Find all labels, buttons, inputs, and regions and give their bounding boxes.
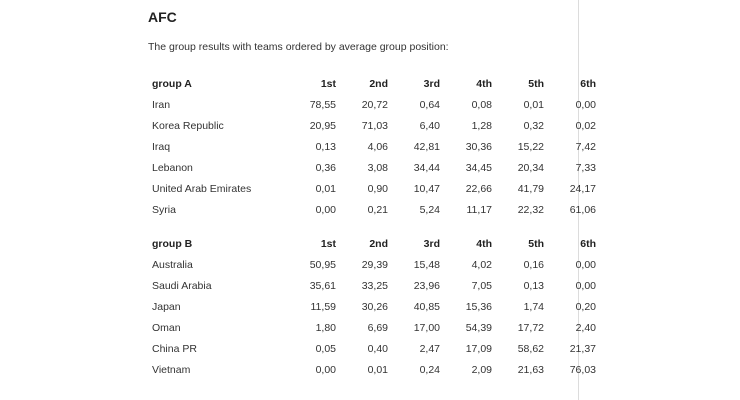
table-row [148,158,596,179]
probability-cell: 50,95 [309,259,336,271]
probability-cell: 15,22 [517,141,544,153]
group-b-header-row [148,234,596,255]
table-row [148,95,596,116]
probability-cell: 78,55 [309,99,336,111]
column-header-3rd: 3rd [423,238,440,250]
group-a-body [148,95,596,221]
probability-cell: 0,01 [315,183,336,195]
probability-cell: 0,02 [575,120,596,132]
probability-cell: 0,13 [523,280,544,292]
probability-cell: 0,00 [315,364,336,376]
probability-cell: 61,06 [569,204,596,216]
group-a-heading: group A [152,78,192,90]
probability-cell: 5,24 [419,204,440,216]
team-name: Japan [152,301,181,313]
probability-cell: 15,48 [413,259,440,271]
group-b-heading: group B [152,238,193,250]
probability-cell: 71,03 [361,120,388,132]
probability-cell: 17,09 [465,343,492,355]
team-name: Australia [152,259,193,271]
probability-cell: 34,45 [465,162,492,174]
probability-cell: 7,42 [575,141,596,153]
table-row [148,137,596,158]
probability-cell: 20,95 [309,120,336,132]
probability-cell: 0,00 [575,99,596,111]
table-row [148,360,596,381]
team-name: China PR [152,343,197,355]
team-name: Saudi Arabia [152,280,212,292]
group-b-table [148,234,596,381]
probability-cell: 7,05 [471,280,492,292]
probability-cell: 11,17 [466,204,492,216]
probability-cell: 17,00 [413,322,440,334]
probability-cell: 21,63 [517,364,544,376]
probability-cell: 42,81 [413,141,440,153]
probability-cell: 0,00 [315,204,336,216]
probability-cell: 0,08 [471,99,492,111]
probability-cell: 30,36 [465,141,492,153]
probability-cell: 0,20 [575,301,596,313]
probability-cell: 11,59 [310,301,336,313]
table-row [148,318,596,339]
column-header-4th: 4th [476,78,492,90]
probability-cell: 23,96 [413,280,440,292]
probability-cell: 41,79 [517,183,544,195]
column-header-3rd: 3rd [423,78,440,90]
probability-cell: 0,90 [367,183,388,195]
team-name: Iran [152,99,171,111]
probability-cell: 29,39 [361,259,388,271]
probability-cell: 0,16 [523,259,544,271]
probability-cell: 54,39 [465,322,492,334]
group-a-header-row [148,74,596,95]
team-name: Iraq [152,141,171,153]
column-header-6th: 6th [580,238,596,250]
probability-cell: 0,01 [523,99,544,111]
team-name: Oman [152,322,181,334]
probability-cell: 3,08 [367,162,388,174]
team-name: United Arab Emirates [152,183,252,195]
probability-cell: 22,32 [517,204,544,216]
probability-cell: 4,06 [367,141,388,153]
probability-cell: 0,40 [367,343,388,355]
probability-cell: 76,03 [569,364,596,376]
column-header-5th: 5th [528,78,544,90]
probability-cell: 4,02 [471,259,492,271]
column-header-2nd: 2nd [369,238,388,250]
probability-cell: 35,61 [309,280,336,292]
group-b-body [148,255,596,381]
probability-cell: 1,74 [523,301,544,313]
page-title: AFC [148,9,177,25]
probability-cell: 1,80 [315,322,336,334]
table-row [148,179,596,200]
column-header-6th: 6th [580,78,596,90]
probability-cell: 20,72 [361,99,388,111]
team-name: Korea Republic [152,120,224,132]
probability-cell: 22,66 [465,183,492,195]
table-row [148,297,596,318]
probability-cell: 0,13 [315,141,336,153]
table-row [148,339,596,360]
probability-cell: 40,85 [413,301,440,313]
column-header-4th: 4th [476,238,492,250]
probability-cell: 20,34 [517,162,544,174]
probability-cell: 24,17 [569,183,596,195]
column-header-1st: 1st [320,78,336,90]
probability-cell: 6,40 [419,120,440,132]
probability-cell: 17,72 [517,322,544,334]
probability-cell: 2,47 [419,343,440,355]
probability-cell: 30,26 [361,301,388,313]
column-header-5th: 5th [528,238,544,250]
probability-cell: 2,09 [471,364,492,376]
probability-cell: 0,21 [367,204,388,216]
probability-cell: 0,64 [419,99,440,111]
probability-cell: 0,36 [315,162,336,174]
probability-cell: 0,01 [367,364,388,376]
table-row [148,200,596,221]
team-name: Syria [152,204,176,216]
probability-cell: 58,62 [517,343,544,355]
probability-cell: 7,33 [575,162,596,174]
probability-cell: 0,00 [575,259,596,271]
probability-cell: 34,44 [413,162,440,174]
column-header-1st: 1st [320,238,336,250]
intro-text: The group results with teams ordered by average group position: [148,41,449,53]
column-header-2nd: 2nd [369,78,388,90]
probability-cell: 2,40 [575,322,596,334]
table-row [148,276,596,297]
probability-cell: 0,24 [419,364,440,376]
team-name: Vietnam [152,364,191,376]
probability-cell: 6,69 [367,322,388,334]
probability-cell: 33,25 [361,280,388,292]
probability-cell: 21,37 [569,343,596,355]
table-row [148,255,596,276]
probability-cell: 1,28 [471,120,492,132]
probability-cell: 0,00 [575,280,596,292]
probability-cell: 0,32 [523,120,544,132]
team-name: Lebanon [152,162,193,174]
probability-cell: 0,05 [315,343,336,355]
probability-cell: 10,47 [413,183,440,195]
probability-cell: 15,36 [465,301,492,313]
table-row [148,116,596,137]
group-a-table [148,74,596,221]
